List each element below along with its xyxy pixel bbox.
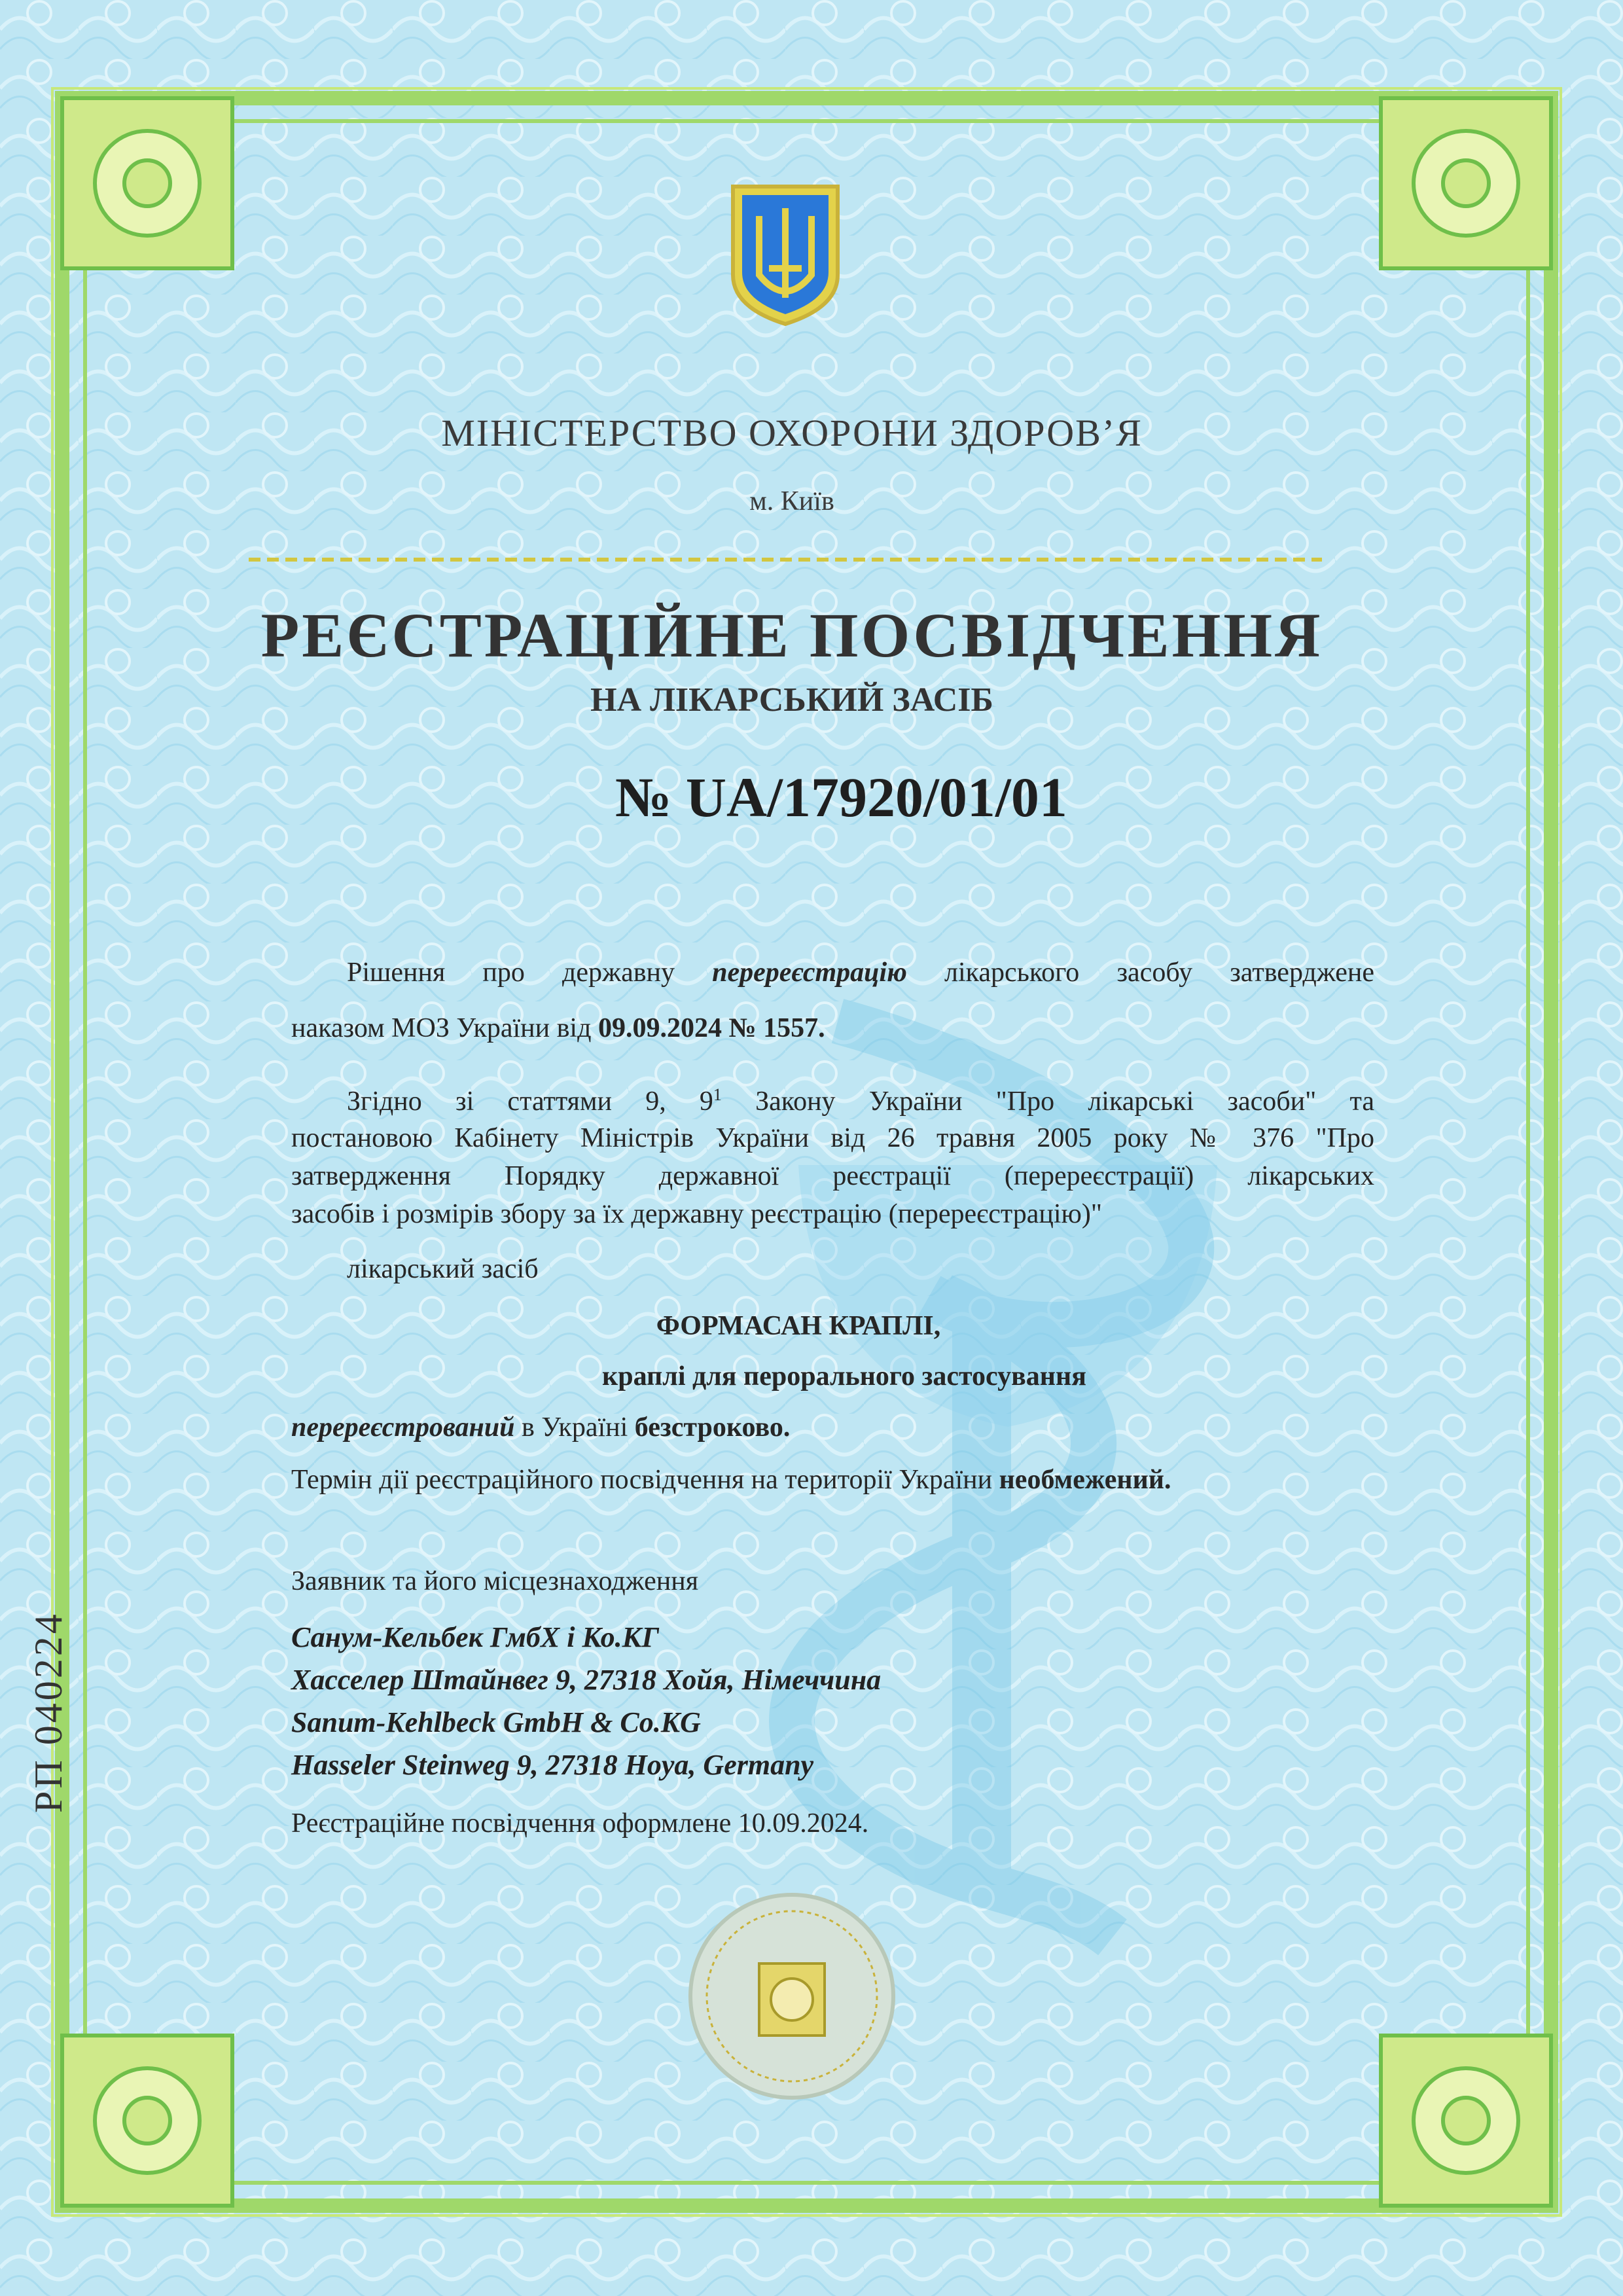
- decision-line-1: [347, 959, 1374, 986]
- coat-of-arms-icon: [733, 187, 838, 324]
- law-line-1: [347, 1086, 1374, 1115]
- document-title: РЕЄСТРАЦІЙНЕ ПОСВІДЧЕННЯ: [260, 600, 1323, 670]
- status-reregistered: перереєстрований: [291, 1412, 515, 1443]
- medicine-status: [291, 1414, 790, 1441]
- city-name: м. Київ: [749, 486, 834, 516]
- decision-text-bold: перереєстрацію: [712, 958, 907, 988]
- ministry-name: МІНІСТЕРСТВО ОХОРОНИ ЗДОРОВ’Я: [441, 412, 1143, 454]
- applicant-label: Заявник та його місцезнаходження: [291, 1566, 699, 1596]
- certificate-number: № UA/17920/01/01: [615, 766, 1067, 829]
- applicant-name-ua: Санум-Кельбек ГмбХ і Ко.КГ: [291, 1621, 660, 1653]
- law-line-4: засобів і розмірів збору за їх державну реєстрацію (перереєстрацію)": [291, 1199, 1102, 1229]
- decision-order-date: 09.09.2024 № 1557.: [597, 1013, 825, 1043]
- medicine-label: лікарський засіб: [347, 1254, 539, 1284]
- law-text-b: Закону України "Про лікарські засоби" та: [721, 1086, 1374, 1117]
- status-text: в Україні: [514, 1412, 635, 1443]
- validity-line: [291, 1466, 1171, 1494]
- issue-date-line: Реєстраційне посвідчення оформлене 10.09.2024.: [291, 1808, 869, 1839]
- serial-number: РП 040224: [27, 1611, 70, 1813]
- validity-text: Термін дії реєстраційного посвідчення на території України: [291, 1465, 999, 1495]
- applicant-address-ua: Хасселер Штайнвег 9, 27318 Хойя, Німеччина: [291, 1664, 882, 1696]
- decision-line-2: [291, 1014, 825, 1042]
- medicine-form: краплі для перорального застосування: [602, 1361, 1086, 1391]
- law-text-a: Згідно зі статтями 9, 9: [347, 1086, 713, 1117]
- hologram-seal: [690, 1895, 893, 2098]
- decision-order-text: наказом МОЗ України від: [291, 1013, 598, 1043]
- law-superscript: 1: [713, 1085, 722, 1104]
- law-line-2: постановою Кабінету Міністрів України від 26 травня 2005 року № 376 "Про: [291, 1123, 1374, 1153]
- status-indefinitely: безстроково.: [634, 1412, 791, 1443]
- medicine-name: ФОРМАСАН КРАПЛІ,: [656, 1311, 941, 1341]
- law-line-3: затвердження Порядку державної реєстрації (перереєстрації) лікарських: [291, 1161, 1374, 1191]
- validity-unlimited: необмежений.: [999, 1465, 1171, 1495]
- applicant-name-en: Sanum-Kehlbeck GmbH & Co.KG: [291, 1706, 701, 1738]
- applicant-address-en: Hasseler Steinweg 9, 27318 Hoya, Germany: [291, 1749, 814, 1781]
- decision-text-a: Рішення про державну: [347, 958, 713, 988]
- decision-text-c: лікарського засобу затверджене: [906, 958, 1374, 988]
- document-subtitle: НА ЛІКАРСЬКИЙ ЗАСІБ: [590, 681, 993, 719]
